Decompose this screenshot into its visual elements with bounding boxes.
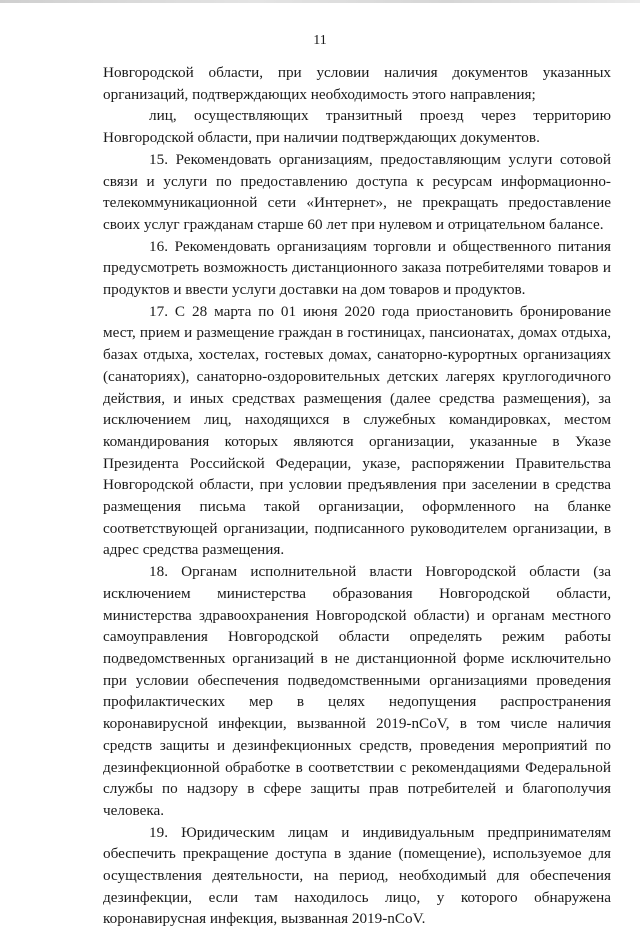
paragraph-16: 16. Рекомендовать организациям торговли и общественного питания предусмотреть возможность дистанционного заказа потребителями товаров и продуктов и ввести услуги доставки на дом товаров и продуктов.	[103, 237, 611, 299]
paragraph-15: 15. Рекомендовать организациям, предоставляющим услуги сотовой связи и услуги по предоставлению доступа к ресурсам информационно-телекоммуникационной сети «Интернет», не прекращать предоставление своих услуг гражданам старше 60 лет при нулевом и отрицательном балансе.	[103, 150, 611, 233]
page-number: 11	[313, 33, 327, 48]
scan-top-edge	[0, 0, 640, 3]
paragraph-transit-persons: лиц, осуществляющих транзитный проезд через территорию Новгородской области, при наличии подтверждающих документов.	[103, 107, 611, 147]
paragraph-continuation: Новгородской области, при условии наличия документов указанных организаций, подтверждающих необходимость этого направления;	[103, 64, 611, 103]
paragraph-19: 19. Юридическим лицам и индивидуальным предпринимателям обеспечить прекращение доступа в здание (помещение), используемое для осуществления деятельности, на период, необходимый для обеспечения дезинфекции, если там находилось лицо, у которого обнаружена коронавирусная инфекция, вызванная 2019-nCoV.	[103, 823, 611, 928]
paragraph-17: 17. С 28 марта по 01 июня 2020 года приостановить бронирование мест, прием и размещение граждан в гостиницах, пансионатах, домах отдыха, базах отдыха, хостелах, гостевых домах, санаторно-курортных организациях (санаториях), санаторно-оздоровительных детских лагерях круглогодичного действия, и иных средствах размещения (далее средства размещения), за исключением лиц, находящихся в служебных командировках, местом командирования которых являются организации, указанные в Указе Президента Российской Федерации, указе, распоряжении Правительства Новгородской области, при условии предъявления при заселении в средства размещения письма такой организации, оформленного на бланке соответствующей организации, подписанного руководителем организации, в адрес средства размещения.	[103, 302, 611, 559]
document-body	[103, 62, 611, 930]
paragraph-18: 18. Органам исполнительной власти Новгородской области (за исключением министерства образования Новгородской области, министерства здравоохранения Новгородской области) и органам местного самоуправления Новгородской области определять режим работы подведомственных организаций в не дистанционной форме исключительно при условии обеспечения подведомственными организациями проведения профилактических мер в целях недопущения распространения коронавирусной инфекции, вызванной 2019-nCoV, в том числе наличия средств защиты и дезинфекционных средств, проведения мероприятий по дезинфекционной обработке в соответствии с рекомендациями Федеральной службы по надзору в сфере защиты прав потребителей и благополучия человека.	[103, 563, 611, 819]
